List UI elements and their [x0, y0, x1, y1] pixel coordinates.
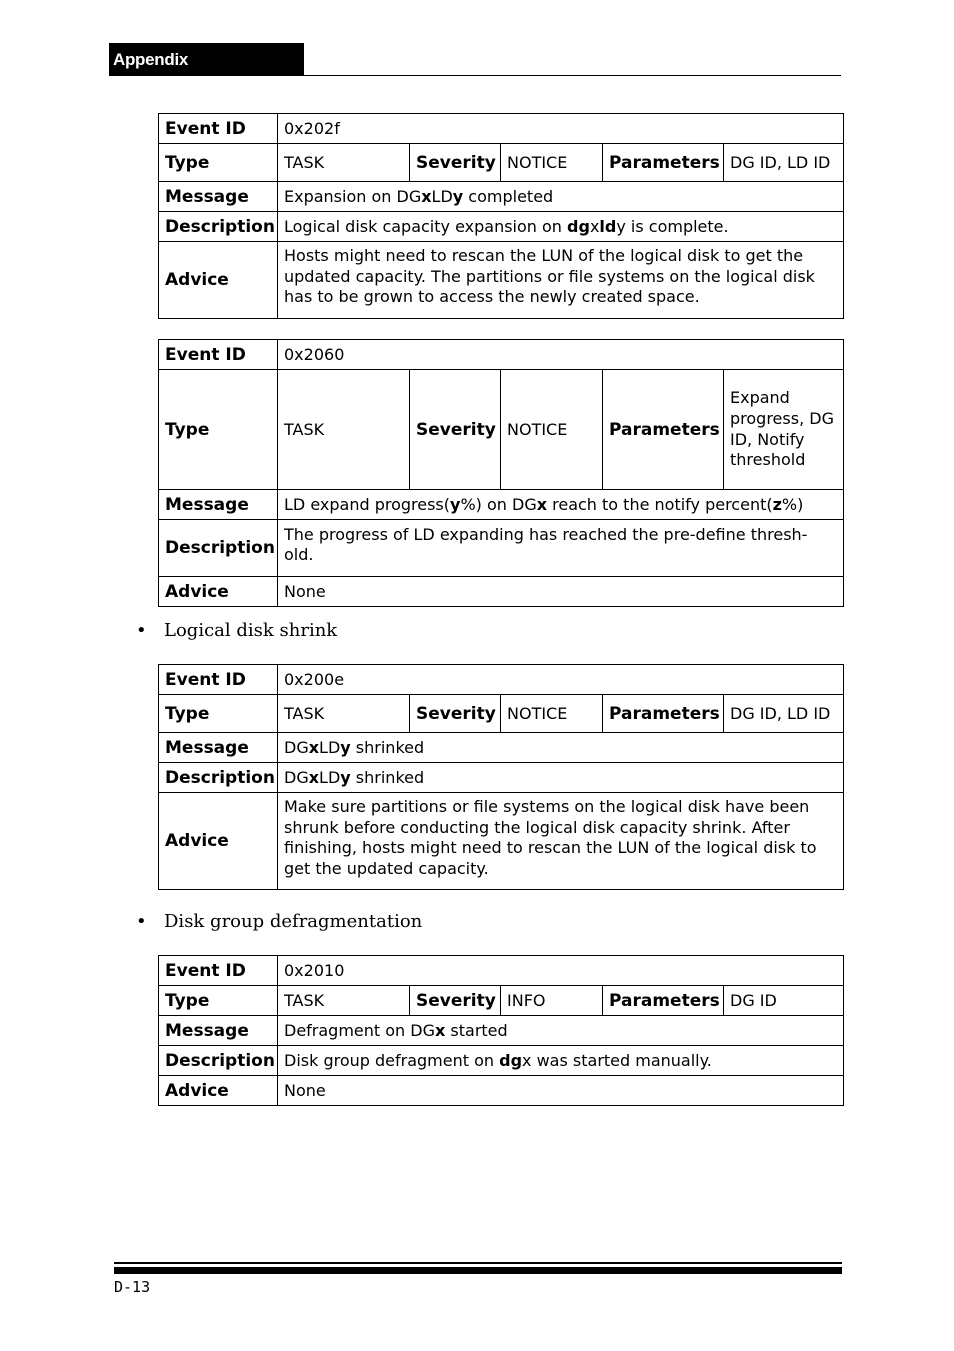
type-row: [159, 695, 844, 733]
event-id-value: 0x202f: [278, 114, 844, 144]
parameters-label: Parameters: [603, 370, 724, 490]
type-row: [159, 144, 844, 182]
type-value: TASK: [278, 144, 410, 182]
advice-row: [159, 793, 844, 890]
type-value: TASK: [278, 695, 410, 733]
description-row: [159, 212, 844, 242]
parameters-label: Parameters: [603, 144, 724, 182]
bullet-disk-group-defragmentation: [136, 911, 422, 932]
advice-value: Hosts might need to rescan the LUN of the logical disk to get the updated capacity. The partitions or file systems on the logical disk has to be grown to access the newly created space.: [278, 242, 844, 319]
description-label: Description: [159, 520, 278, 577]
event-table-0x202f: [158, 113, 844, 319]
description-label: Description: [159, 212, 278, 242]
parameters-value: DG ID, LD ID: [724, 144, 844, 182]
type-label: Type: [159, 144, 278, 182]
advice-label: Advice: [159, 242, 278, 319]
description-label: Description: [159, 763, 278, 793]
page-number: D-13: [114, 1278, 151, 1296]
footer-rule-thick: [114, 1267, 842, 1274]
parameters-value: DG ID: [724, 986, 844, 1016]
advice-label: Advice: [159, 1076, 278, 1106]
bullet-text: Logical disk shrink: [164, 620, 338, 641]
parameters-label: Parameters: [603, 695, 724, 733]
event-id-row: [159, 114, 844, 144]
description-row: [159, 763, 844, 793]
severity-value: NOTICE: [501, 695, 603, 733]
advice-row: [159, 242, 844, 319]
bullet-dot-icon: •: [136, 911, 147, 932]
type-value: TASK: [278, 370, 410, 490]
description-row: [159, 520, 844, 577]
advice-label: Advice: [159, 577, 278, 607]
message-row: [159, 182, 844, 212]
event-table-0x200e: [158, 664, 844, 890]
footer-rule-thin: [114, 1262, 842, 1264]
event-table-0x2060: [158, 339, 844, 607]
event-id-row: [159, 340, 844, 370]
description-value: Logical disk capacity expansion on dgxldy is complete.: [278, 212, 844, 242]
message-label: Message: [159, 1016, 278, 1046]
advice-row: [159, 577, 844, 607]
bullet-dot-icon: •: [136, 620, 147, 641]
advice-value: None: [278, 577, 844, 607]
type-row: [159, 986, 844, 1016]
event-id-value: 0x2010: [278, 956, 844, 986]
event-id-label: Event ID: [159, 665, 278, 695]
event-id-label: Event ID: [159, 340, 278, 370]
message-row: [159, 733, 844, 763]
event-table-0x2010: [158, 955, 844, 1106]
severity-label: Severity: [410, 695, 501, 733]
bullet-text: Disk group defragmentation: [164, 911, 423, 932]
description-value: DGxLDy shrinked: [278, 763, 844, 793]
bullet-logical-disk-shrink: [136, 620, 337, 641]
event-id-row: [159, 956, 844, 986]
event-id-label: Event ID: [159, 114, 278, 144]
description-value: Disk group defragment on dgx was started manually.: [278, 1046, 844, 1076]
message-label: Message: [159, 182, 278, 212]
type-label: Type: [159, 986, 278, 1016]
type-row: [159, 370, 844, 490]
message-label: Message: [159, 490, 278, 520]
description-label: Description: [159, 1046, 278, 1076]
type-label: Type: [159, 370, 278, 490]
parameters-value: Expand progress, DG ID, Notify threshold: [724, 370, 844, 490]
parameters-value: DG ID, LD ID: [724, 695, 844, 733]
type-value: TASK: [278, 986, 410, 1016]
message-value: LD expand progress(y%) on DGx reach to the notify percent(z%): [278, 490, 844, 520]
severity-value: NOTICE: [501, 370, 603, 490]
event-id-label: Event ID: [159, 956, 278, 986]
severity-label: Severity: [410, 986, 501, 1016]
event-id-value: 0x200e: [278, 665, 844, 695]
parameters-label: Parameters: [603, 986, 724, 1016]
message-value: Expansion on DGxLDy completed: [278, 182, 844, 212]
header-rule: [109, 75, 841, 76]
description-value: The progress of LD expanding has reached the pre-define thresh- old.: [278, 520, 844, 577]
advice-value: None: [278, 1076, 844, 1106]
event-id-value: 0x2060: [278, 340, 844, 370]
severity-label: Severity: [410, 370, 501, 490]
description-row: [159, 1046, 844, 1076]
advice-value: Make sure partitions or file systems on the logical disk have been shrunk before conducting the logical disk capacity shrink. After finishing, hosts might need to rescan the LUN of the logical disk to get the updated capacity.: [278, 793, 844, 890]
message-row: [159, 1016, 844, 1046]
section-header-tab: [109, 43, 304, 76]
severity-value: NOTICE: [501, 144, 603, 182]
advice-row: [159, 1076, 844, 1106]
severity-value: INFO: [501, 986, 603, 1016]
event-id-row: [159, 665, 844, 695]
message-row: [159, 490, 844, 520]
advice-label: Advice: [159, 793, 278, 890]
message-label: Message: [159, 733, 278, 763]
message-value: DGxLDy shrinked: [278, 733, 844, 763]
section-title: Appendix: [113, 49, 189, 69]
type-label: Type: [159, 695, 278, 733]
message-value: Defragment on DGx started: [278, 1016, 844, 1046]
severity-label: Severity: [410, 144, 501, 182]
